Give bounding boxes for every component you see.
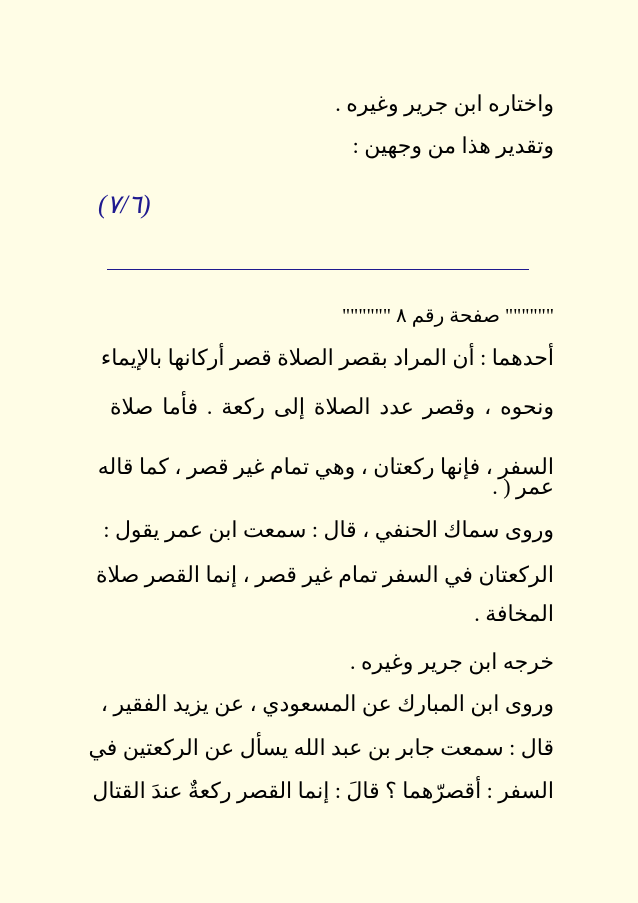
body-line: ونحوه ، وقصر عدد الصلاة إلى ركعة . فأما صلاة	[110, 394, 554, 419]
body-line: أحدهما : أن المراد بقصر الصلاة قصر أركانها بالإيماء	[100, 345, 554, 370]
footer-divider	[107, 269, 529, 270]
body-line: قال : سمعت جابر بن عبد الله يسأل عن الركعتين في	[88, 735, 554, 760]
body-line: وروى ابن المبارك عن المسعودي ، عن يزيد الفقير ،	[100, 691, 554, 716]
body-line: المخافة .	[474, 601, 554, 626]
body-line: خرجه ابن جرير وغيره .	[349, 649, 554, 674]
body-line: الركعتان في السفر تمام غير قصر ، إنما القصر صلاة	[95, 562, 554, 587]
page-reference: (٧/٦)	[98, 190, 151, 219]
text-line: واختاره ابن جرير وغيره .	[335, 91, 554, 116]
body-line: عمر ( .	[492, 474, 554, 499]
body-line: السفر : أقصرّهما ؟ قالَ : إنما القصر ركعةٌ عندَ القتال	[92, 778, 554, 803]
body-line: السفر ، فإنها ركعتان ، وهي تمام غير قصر ، كما قاله	[97, 454, 554, 479]
page-header: """""" صفحة رقم ٨ """"""	[342, 305, 554, 327]
body-line: وروى سماك الحنفي ، قال : سمعت ابن عمر يقول :	[103, 517, 554, 542]
text-line: وتقدير هذا من وجهين :	[352, 133, 554, 158]
